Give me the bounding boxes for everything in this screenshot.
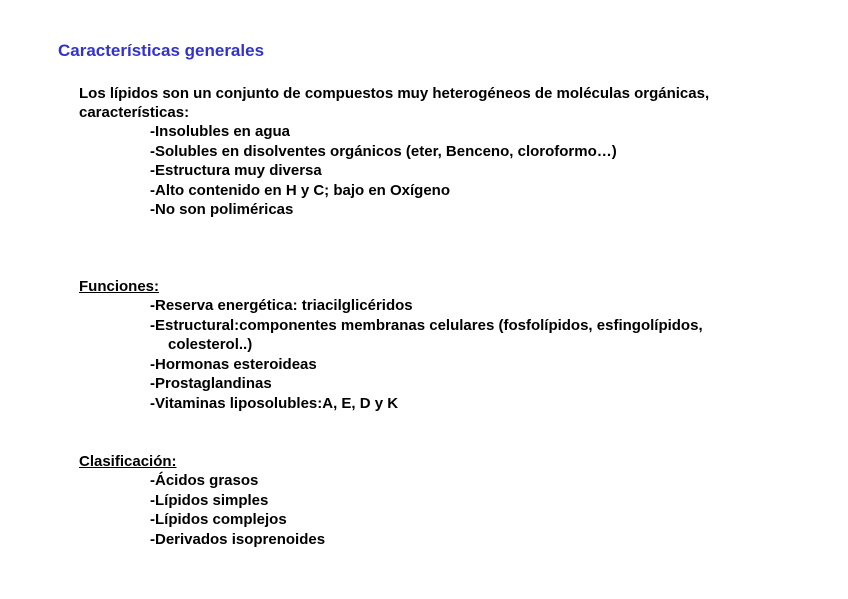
list-item: -Prostaglandinas	[150, 375, 272, 392]
functions-list	[150, 296, 703, 413]
intro-paragraph: Los lípidos son un conjunto de compuestos muy heterogéneos de moléculas orgánicas, características:	[79, 85, 710, 121]
list-item-line: -Estructural:componentes membranas celulares (fosfolípidos, esfingolípidos,	[150, 316, 703, 334]
functions-heading: Funciones:	[79, 278, 160, 295]
list-item	[150, 316, 703, 355]
list-item: -Vitaminas liposolubles:A, E, D y K	[150, 394, 399, 412]
classification-list	[150, 471, 325, 549]
list-item: -Derivados isoprenoides	[150, 530, 326, 548]
list-item: -Estructura muy diversa	[150, 162, 322, 179]
list-item: -Insolubles en agua	[150, 123, 291, 140]
list-item: -Solubles en disolventes orgánicos (eter, Benceno, cloroformo…)	[150, 142, 617, 160]
list-item: -Lípidos complejos	[150, 511, 287, 528]
list-item: -Alto contenido en H y C; bajo en Oxígeno	[150, 181, 451, 199]
characteristics-list	[150, 122, 617, 220]
slide-title: Características generales	[58, 41, 265, 60]
classification-heading: Clasificación:	[79, 453, 177, 470]
list-item: -Ácidos grasos	[150, 472, 259, 489]
list-item: -No son poliméricas	[150, 201, 294, 218]
list-item: -Lípidos simples	[150, 491, 269, 509]
list-item: -Reserva energética: triacilglicéridos	[150, 297, 413, 314]
list-item-continuation: colesterol..)	[168, 336, 253, 353]
list-item: -Hormonas esteroideas	[150, 355, 317, 373]
